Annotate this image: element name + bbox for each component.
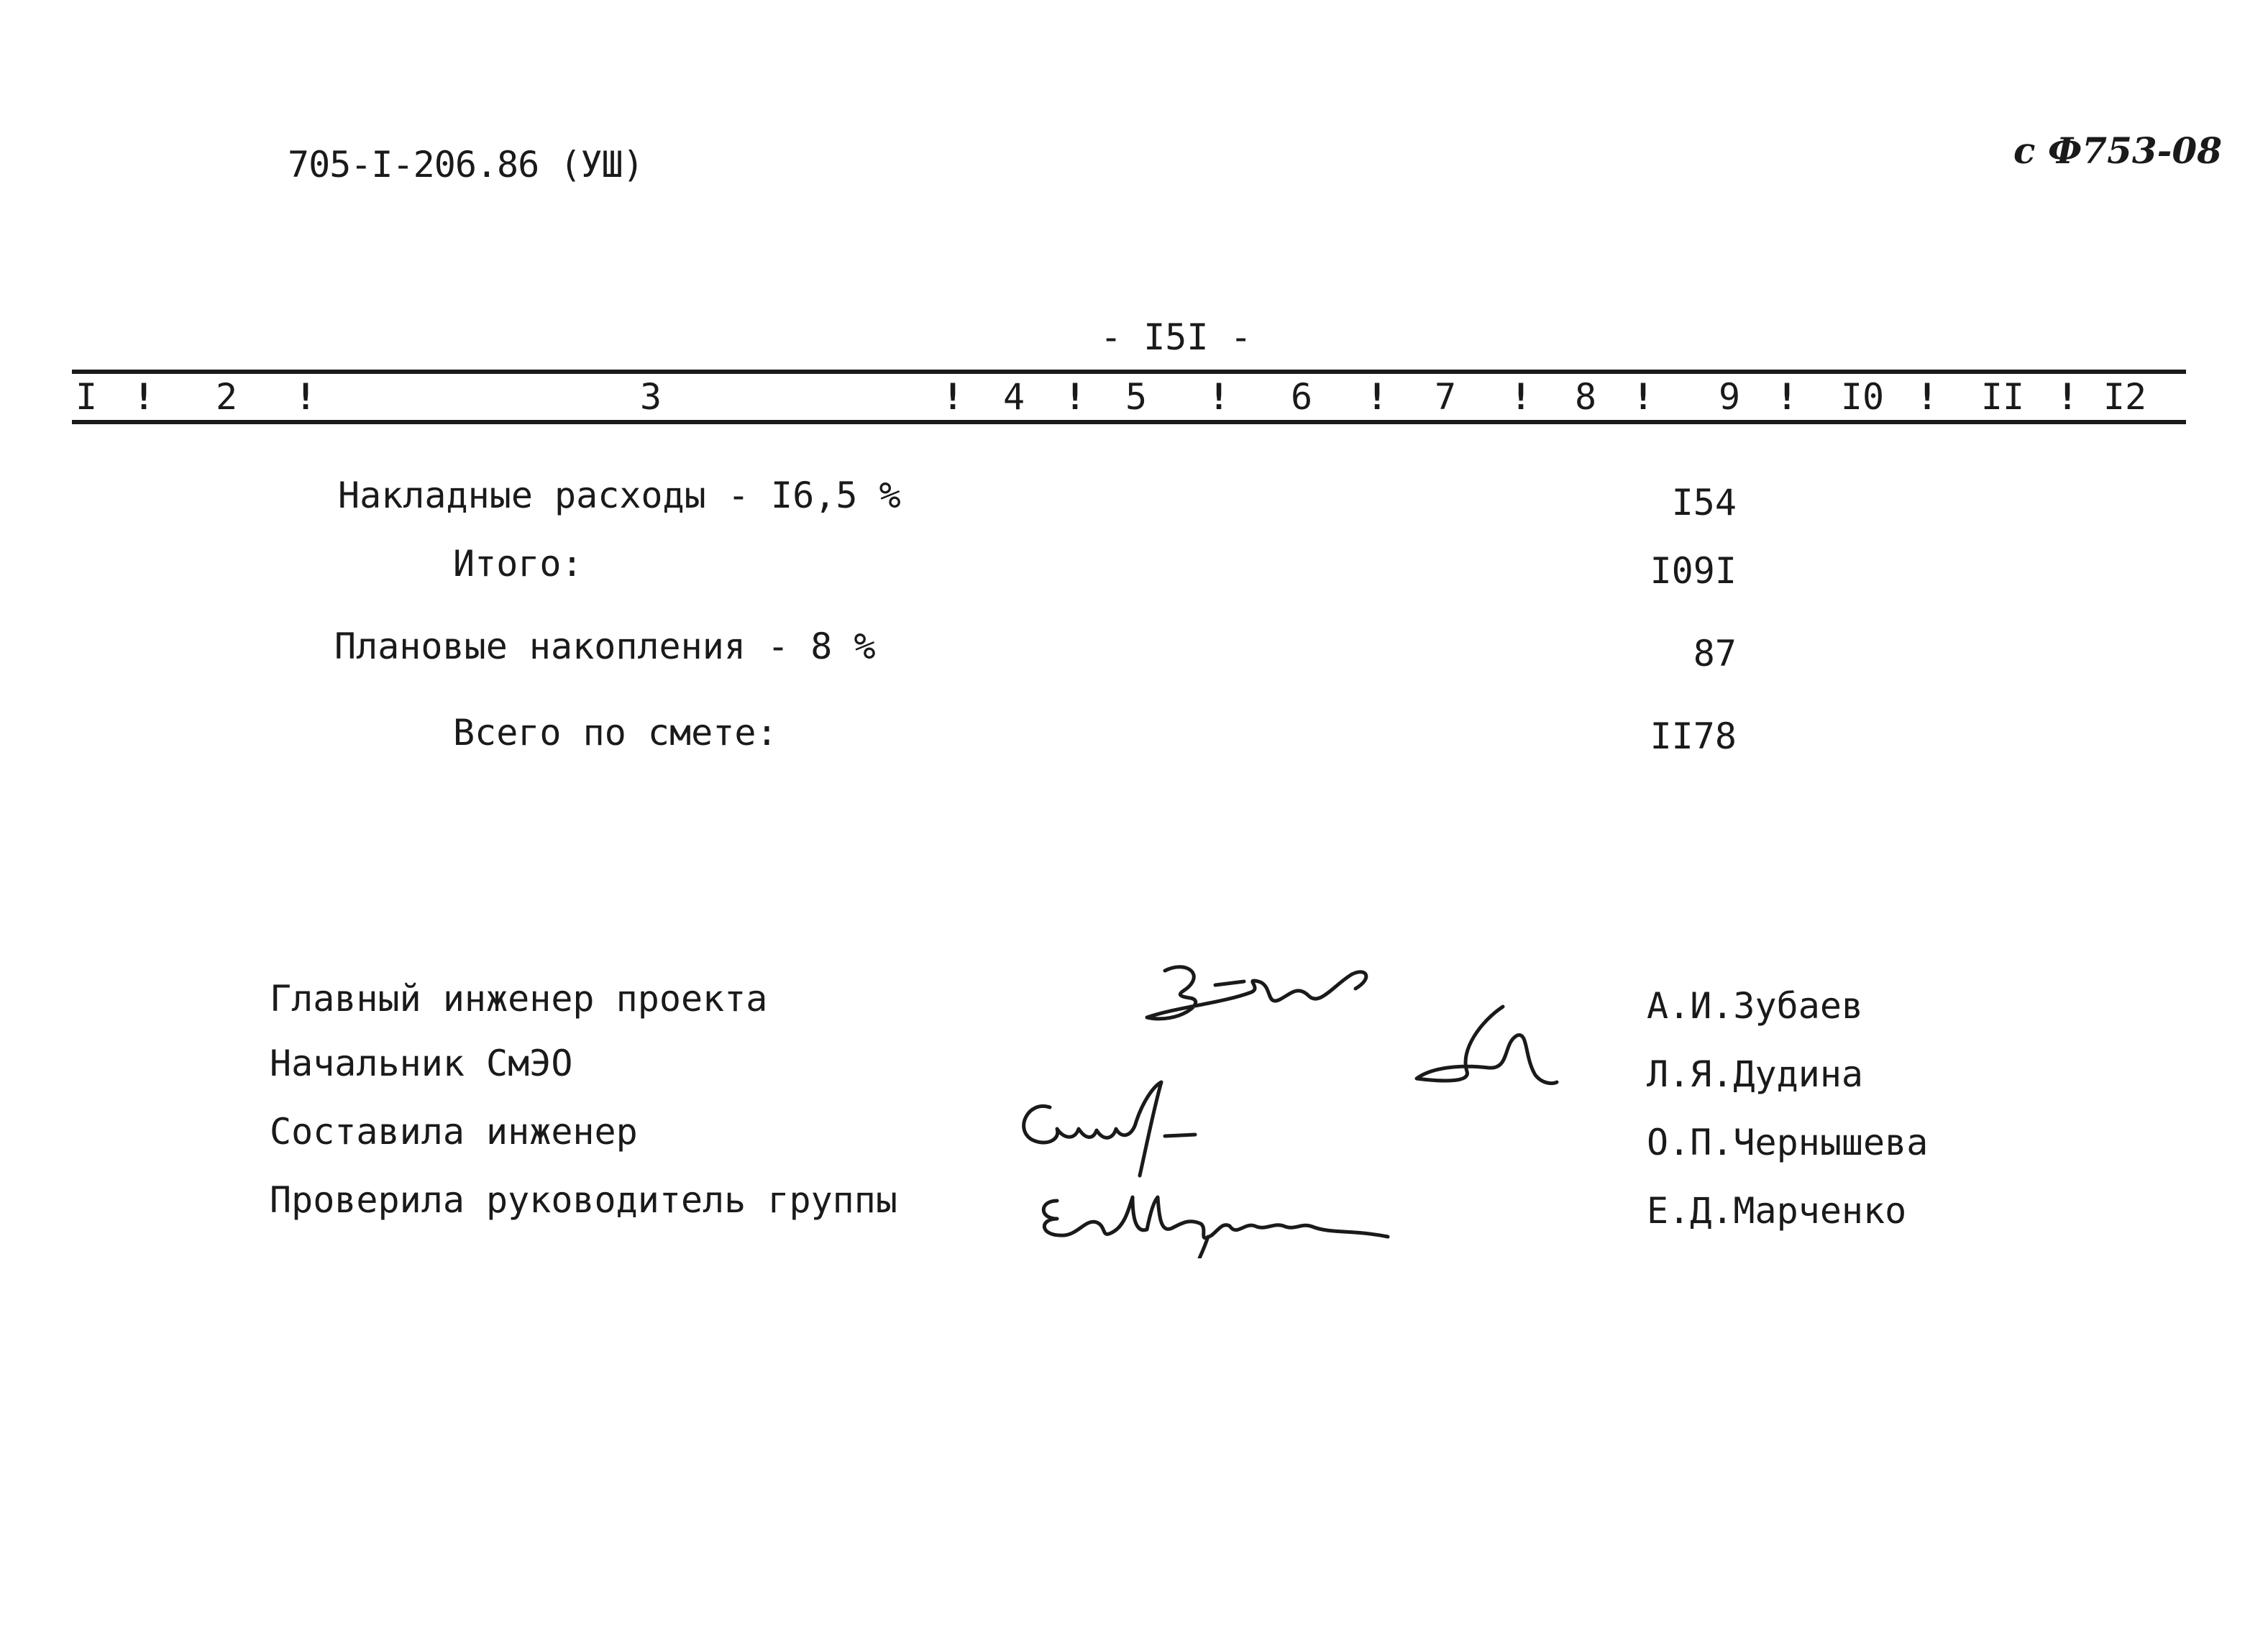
signature-dudina: [1402, 999, 1560, 1100]
column-separator: !: [1366, 376, 1389, 418]
signature-role: Проверила руководитель группы: [270, 1179, 897, 1221]
signature-name: А.И.Зубаев: [1647, 985, 1864, 1027]
signature-name: О.П.Чернышева: [1647, 1122, 1929, 1163]
column-separator: !: [1916, 376, 1939, 418]
column-number: II: [1980, 376, 2025, 418]
column-separator: !: [1775, 376, 1798, 418]
signature-role: Главный инженер проекта: [270, 978, 768, 1020]
signature-name: Е.Д.Марченко: [1647, 1190, 1907, 1232]
column-separator: !: [2056, 376, 2079, 418]
summary-label: Плановые накопления - 8 %: [334, 626, 876, 667]
summary-label: Всего по смете:: [453, 712, 778, 754]
column-separator: !: [941, 376, 964, 418]
summary-value: II78: [1650, 715, 1737, 757]
column-number: 7: [1434, 376, 1457, 418]
column-separator: !: [132, 376, 155, 418]
column-number: 5: [1125, 376, 1148, 418]
summary-value: I09I: [1650, 550, 1737, 592]
column-number: I0: [1840, 376, 1885, 418]
column-separator: !: [1509, 376, 1532, 418]
column-number: 8: [1574, 376, 1597, 418]
signature-name: Л.Я.Дудина: [1647, 1053, 1864, 1095]
signature-zubaev: [1136, 956, 1381, 1043]
column-number: 2: [215, 376, 238, 418]
column-separator: !: [1632, 376, 1655, 418]
column-header-row: [0, 374, 2268, 420]
column-separator: !: [1064, 376, 1087, 418]
column-number: 3: [639, 376, 662, 418]
summary-label: Итого:: [453, 543, 583, 585]
signature-role: Начальник СмЭО: [270, 1043, 573, 1084]
column-separator: !: [294, 376, 317, 418]
column-number: I: [75, 376, 98, 418]
column-number: I2: [2103, 376, 2147, 418]
column-separator: !: [1207, 376, 1230, 418]
page-number: - I5I -: [1100, 316, 1252, 358]
column-number: 9: [1718, 376, 1741, 418]
column-number: 4: [1002, 376, 1025, 418]
document-code: 705-I-206.86 (УШ): [288, 144, 644, 186]
summary-value: I54: [1671, 482, 1737, 523]
signature-marchenko: [1028, 1179, 1402, 1258]
archive-code: с Ф753-08: [2013, 129, 2222, 172]
signature-role: Составила инженер: [270, 1111, 638, 1153]
column-number: 6: [1290, 376, 1313, 418]
summary-label: Накладные расходы - I6,5 %: [338, 475, 901, 516]
table-bottom-rule: [72, 420, 2186, 424]
summary-value: 87: [1693, 633, 1737, 674]
signature-chernysheva: [1007, 1079, 1222, 1179]
